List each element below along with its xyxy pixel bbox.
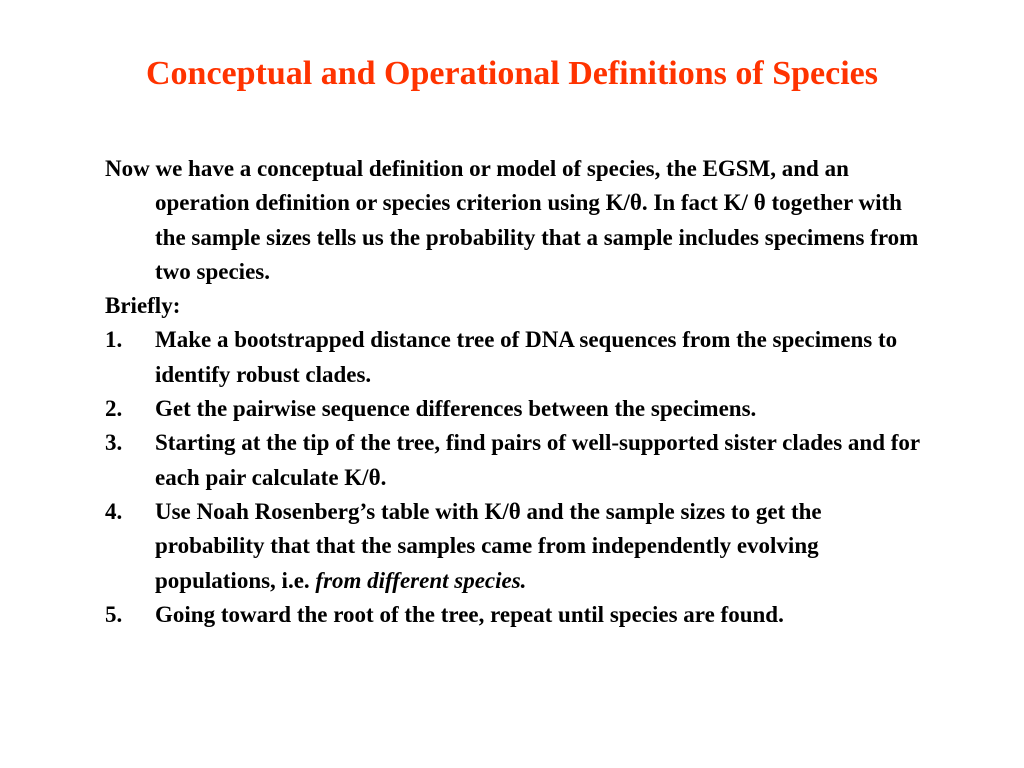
list-item-text: Going toward the root of the tree, repeat until species are found. bbox=[155, 601, 784, 627]
list-item-number: 3. bbox=[105, 430, 123, 456]
list-item-emphasis: from different species. bbox=[315, 567, 527, 593]
list-item bbox=[105, 323, 925, 392]
list-item-text: Make a bootstrapped distance tree of DNA sequences from the specimens to identify robust clades. bbox=[155, 327, 898, 387]
steps-list bbox=[105, 323, 925, 632]
list-item-number: 4. bbox=[105, 498, 123, 524]
intro-paragraph: Now we have a conceptual definition or model of species, the EGSM, and an operation definition or species criterion using K/θ. In fact K/ θ together with the sample sizes tells us the probability that a sample includes specimens from two species. bbox=[105, 156, 919, 284]
briefly-label: Briefly: bbox=[105, 293, 181, 319]
list-item bbox=[105, 495, 925, 598]
list-item bbox=[105, 426, 925, 495]
list-item bbox=[105, 598, 925, 632]
slide-body bbox=[105, 152, 925, 632]
list-item bbox=[105, 392, 925, 426]
slide-title: Conceptual and Operational Definitions of Species bbox=[146, 55, 878, 92]
list-item-text: Use Noah Rosenberg’s table with K/θ and the sample sizes to get the probability that that the samples came from independently evolving populations, i.e. bbox=[155, 498, 822, 593]
list-item-text: Starting at the tip of the tree, find pairs of well-supported sister clades and for each pair calculate K/θ. bbox=[155, 430, 920, 490]
list-item-number: 2. bbox=[105, 396, 123, 422]
list-item-text: Get the pairwise sequence differences between the specimens. bbox=[155, 396, 757, 422]
list-item-number: 5. bbox=[105, 601, 123, 627]
list-item-number: 1. bbox=[105, 327, 123, 353]
